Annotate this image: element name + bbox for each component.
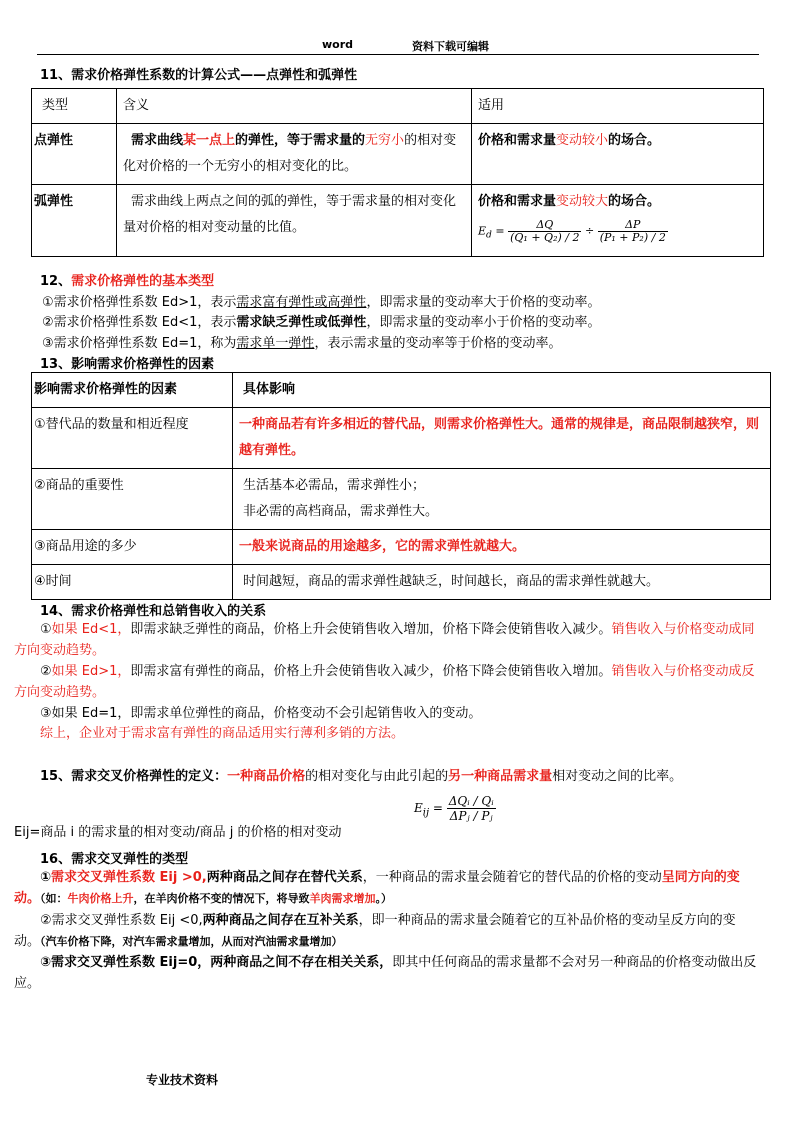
cross-elasticity-formula: $E_{ij}$ = $\frac{\text{ΔQᵢ / Qᵢ}}{\text{ΔPⱼ / Pⱼ}}$ <box>414 794 494 823</box>
footer-label: 专业技术资料 <box>146 1073 219 1087</box>
s14-para-1: ①如果 Ed<1，即需求缺乏弹性的商品，价格上升会使销售收入增加，价格下降会使销售收入减少。销售收入与价格变动成同方向变动趋势。 <box>14 622 755 658</box>
factor-4: ④时间 <box>32 565 233 600</box>
row-arc-type: 弧弹性 <box>32 185 117 257</box>
s14-para-2: ②如果 Ed>1，即需求富有弹性的商品，价格上升会使销售收入减少，价格下降会使销售收入增加。销售收入与价格变动成反方向变动趋势。 <box>14 664 755 700</box>
s12-line-2: ②需求价格弹性系数 Ed<1，表示需求缺乏弹性或低弹性，即需求量的变动率小于价格的变动率。 <box>42 315 601 330</box>
section-16-title: 16、需求交叉弹性的类型 <box>40 852 189 867</box>
factor-3: ③商品用途的多少 <box>32 530 233 565</box>
factor-1: ①替代品的数量和相近程度 <box>32 408 233 469</box>
s14-para-3: ③如果 Ed=1，即需求单位弹性的商品，价格变动不会引起销售收入的变动。 <box>40 706 482 721</box>
col-header-usage: 适用 <box>472 89 764 124</box>
effect-2: 生活基本必需品，需求弹性小； 非必需的高档商品，需求弹性大。 <box>233 469 771 530</box>
s12-line-1: ①需求价格弹性系数 Ed>1，表示需求富有弹性或高弹性，即需求量的变动率大于价格的变动率。 <box>42 295 601 310</box>
row-arc-meaning: 需求曲线上两点之间的弧的弹性，等于需求量的相对变化量对价格的相对变动量的比值。 <box>117 185 472 257</box>
factor-2: ②商品的重要性 <box>32 469 233 530</box>
row-point-type: 点弹性 <box>32 124 117 185</box>
section-14-title: 14、需求价格弹性和总销售收入的关系 <box>40 604 267 619</box>
section-12-title: 12、需求价格弹性的基本类型 <box>40 274 215 289</box>
effect-3: 一般来说商品的用途越多，它的需求弹性就越大。 <box>233 530 771 565</box>
factors-header-effect: 具体影响 <box>233 373 771 408</box>
col-header-type: 类型 <box>32 89 117 124</box>
s16-para-2: ②需求交叉弹性系数 Eij <0,两种商品之间存在互补关系，即一种商品的需求量会随着它的互补品价格的变动呈反方向的变动。（汽车价格下降，对汽车需求量增加，从而对汽油需求量增加） <box>14 913 736 949</box>
header-left: word <box>322 38 354 51</box>
eij-definition: Eij=商品 i 的需求量的相对变动/商品 j 的价格的相对变动 <box>14 825 342 840</box>
s14-para-4: 综上，企业对于需求富有弹性的商品适用实行薄利多销的方法。 <box>40 726 405 741</box>
factors-header-factor: 影响需求价格弹性的因素 <box>32 373 233 408</box>
row-point-meaning: 需求曲线某一点上的弹性，等于需求量的无穷小的相对变化对价格的一个无穷小的相对变化的比。 <box>117 124 472 185</box>
section-15-definition: 15、需求交叉价格弹性的定义：一种商品价格的相对变化与由此引起的另一种商品需求量相对变动之间的比率。 <box>40 769 683 784</box>
row-point-usage: 价格和需求量变动较小的场合。 <box>472 124 764 185</box>
effect-4: 时间越短，商品的需求弹性越缺乏，时间越长，商品的需求弹性就越大。 <box>233 565 771 600</box>
s16-para-3: ③需求交叉弹性系数 Eij=0，两种商品之间不存在相关关系，即其中任何商品的需求量都不会对另一种商品的价格变动做出反应。 <box>14 955 757 991</box>
header-right: 资料下载可编辑 <box>412 40 489 53</box>
row-arc-usage: 价格和需求量变动较大的场合。 $E_d$ = $\frac{\Delta Q}{\text{(Q₁ + Q₂) / 2}}$ ÷ $\frac{\Delta P}{\text{(P₁ + P₂) / 2}}$ <box>472 185 764 257</box>
effect-1: 一种商品若有许多相近的替代品，则需求价格弹性大。通常的规律是，商品限制越狭窄，则越有弹性。 <box>233 408 771 469</box>
factors-table <box>31 372 771 600</box>
s16-para-1: ①需求交叉弹性系数 Eij >0,两种商品之间存在替代关系，一种商品的需求量会随着它的替代品的价格的变动呈同方向的变动。（如：牛肉价格上升，在羊肉价格不变的情况下，将导致羊肉需求增加。） <box>14 870 740 906</box>
elasticity-types-table <box>31 88 764 257</box>
s12-line-3: ③需求价格弹性系数 Ed=1，称为需求单一弹性，表示需求量的变动率等于价格的变动率。 <box>42 336 562 351</box>
arc-elasticity-formula: $E_d$ = $\frac{\Delta Q}{\text{(Q₁ + Q₂) / 2}}$ ÷ $\frac{\Delta P}{\text{(P₁ + P₂) / 2}}$ <box>478 218 666 244</box>
header-divider <box>37 54 759 55</box>
section-13-title: 13、影响需求价格弹性的因素 <box>40 357 215 372</box>
section-11-title: 11、需求价格弹性系数的计算公式——点弹性和弧弹性 <box>40 68 358 83</box>
col-header-meaning: 含义 <box>117 89 472 124</box>
